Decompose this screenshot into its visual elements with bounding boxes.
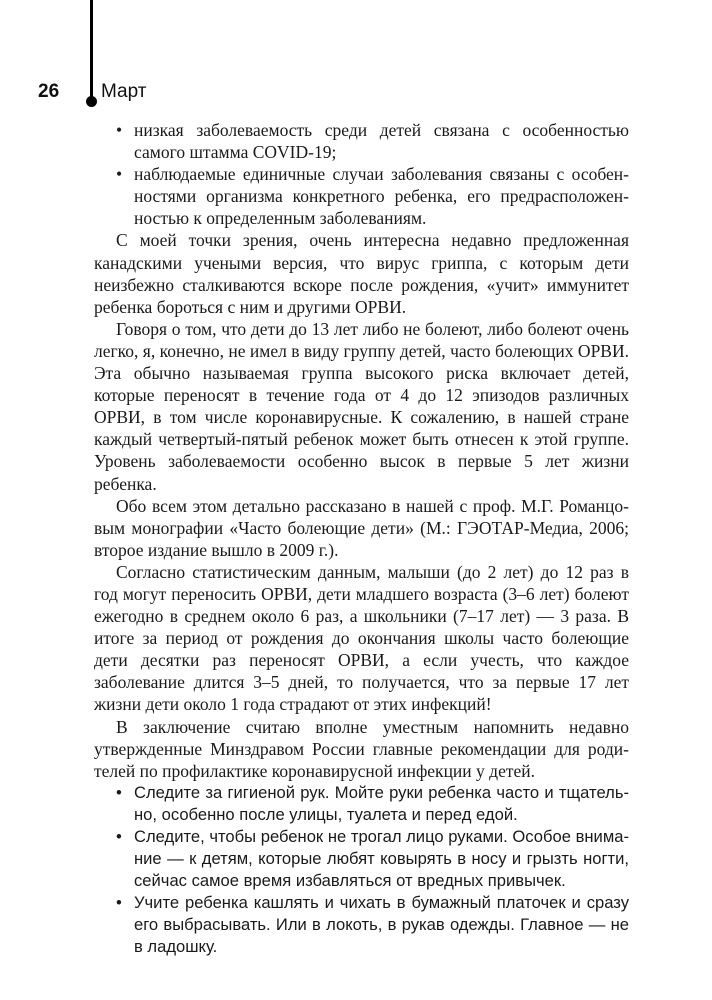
bullet-icon: • (116, 827, 122, 846)
bullet-icon: • (116, 782, 122, 802)
page-number: 26 (38, 81, 60, 102)
list-item-text: Следите за гигиеной рук. Мойте руки ребенка часто и тщательно, особенно после улицы, туалета и перед едой. (134, 782, 629, 824)
paragraph: С моей точки зрения, очень интересна недавно предложенная канадскими учеными версия, что вирус гриппа, с которым дети неизбежно сталкиваются вскоре после рождения, «учит» иммунитет ребенка бороться с ним и другими ОРВИ. (94, 230, 629, 317)
list-item-text: Следите, чтобы ребенок не трогал лицо руками. Особое внимание — к детям, которые любят ковырять в носу и грызть ногти, сейчас самое время избавляться от вредных привычек. (134, 827, 629, 891)
paragraph: Обо всем этом детально рассказано в нашей с проф. М.Г. Романцовым монографии «Часто болеющие дети» (М.: ГЭОТАР-Медиа, 2006; второе издание вышло в 2009 г.). (94, 495, 629, 560)
bullet-icon: • (116, 164, 123, 185)
list-item (94, 782, 629, 826)
list-item (94, 826, 629, 892)
margin-rule (90, 0, 93, 100)
list-item (94, 892, 629, 958)
bullet-list-top (94, 119, 629, 229)
paragraph: В заключение считаю вполне уместным напомнить недавно утвержденные Минздравом России главные рекомендации для родителей по профилактике коронавирусной инфекции у детей. (94, 716, 629, 781)
paragraph: Согласно статистическим данным, малыши (до 2 лет) до 12 раз в год могут переносить ОРВИ, дети младшего возраста (3–6 лет) болеют ежегодно в среднем около 6 раз, а школьники (7–17 лет) — 3 раза. В итоге за период от рождения до окончания школы часто болеющие дети десятки раз переносят ОРВИ, а если учесть, что каждое заболевание длится 3–5 дней, то получается, что за первые 17 лет жизни дети около 1 года страдают от этих инфекций! (94, 561, 629, 715)
list-item-text: наблюдаемые единичные случаи заболевания связаны с особенностями организма конкретного ребенка, его предрасположенностью к определенным заболеваниям. (134, 164, 629, 229)
running-head-chapter: Март (101, 81, 147, 102)
recommendations-list (94, 782, 629, 959)
paragraph: Говоря о том, что дети до 13 лет либо не болеют, либо болеют очень легко, я, конечно, не имел в виду группу детей, часто болеющих ОРВИ. Эта обычно называемая группа высокого риска включает детей, которые переносят в течение года от 4 до 12 эпизодов различных ОРВИ, в том числе коронавирусные. К сожалению, в нашей стране каждый четвертый-пятый ребенок может быть отнесен к этой группе. Уровень заболеваемости особенно высок в первые 5 лет жизни ребенка. (94, 318, 629, 494)
list-item (94, 163, 629, 229)
bullet-icon: • (116, 893, 122, 913)
bullet-icon: • (116, 120, 123, 140)
body-text (94, 119, 629, 959)
list-item-text: низкая заболеваемость среди детей связана с особенностью самого штамма COVID-19; (134, 120, 629, 163)
list-item-text: Учите ребенка кашлять и чихать в бумажный платочек и сразу его выбрасывать. Или в локоть, в рукав одежды. Главное — не в ладошку. (134, 893, 629, 957)
list-item (94, 119, 629, 163)
margin-rule-dot (86, 96, 97, 107)
